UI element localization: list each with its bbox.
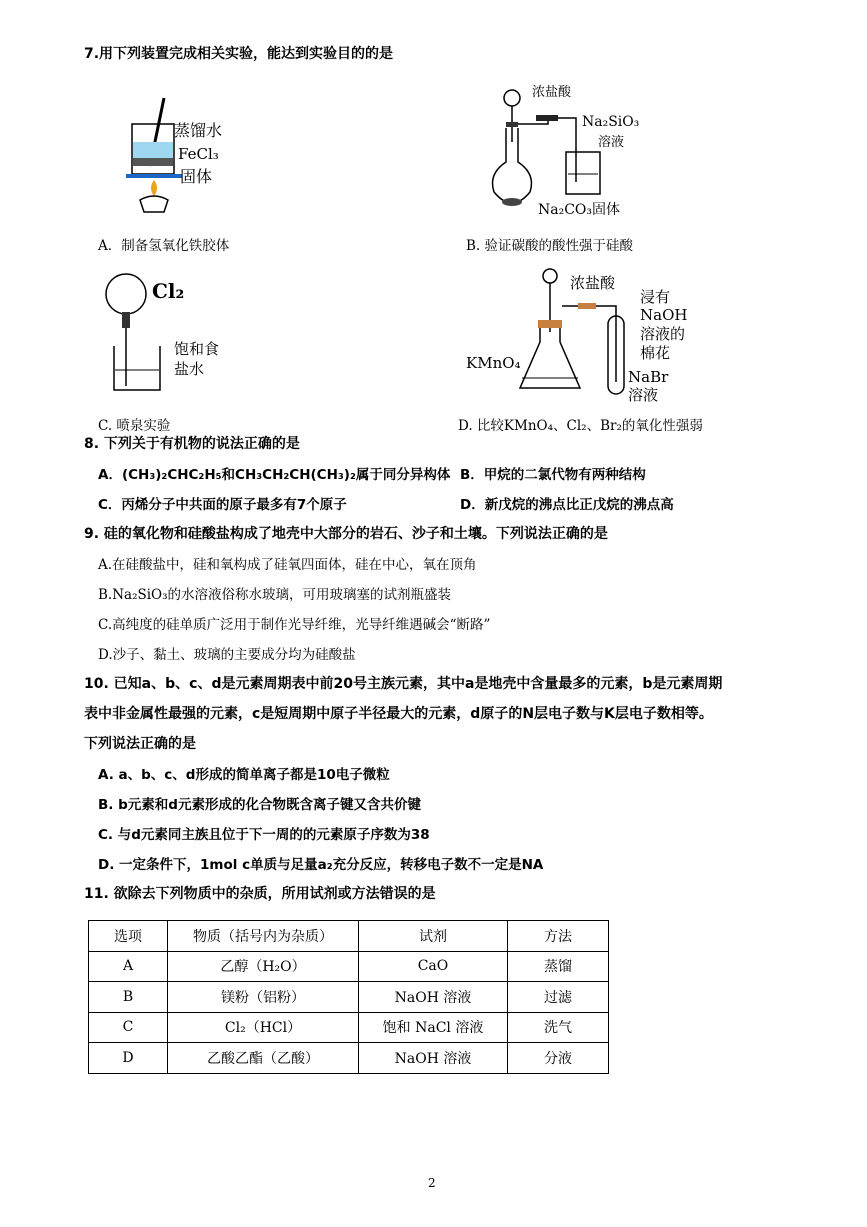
q10-line2: 表中非金属性最强的元素，c是短周期中原子半径最大的元素，d原子的N层电子数与K层电子数相等。	[84, 706, 713, 722]
alcohol-lamp	[140, 196, 168, 212]
funnel	[504, 90, 520, 106]
header-option: 选项	[89, 921, 168, 952]
cell-method: 分液	[508, 1043, 609, 1074]
label-na2sio3: Na₂SiO₃	[582, 114, 640, 130]
flame	[151, 180, 157, 196]
label-na2co3: Na₂CO₃固体	[538, 202, 621, 218]
label-cotton: 棉花	[640, 344, 671, 362]
cell-substance: 乙酸乙酯（乙酸）	[168, 1043, 359, 1074]
label-cl2: Cl₂	[152, 279, 185, 303]
cell-method: 过滤	[508, 982, 609, 1013]
figure-d-apparatus	[466, 262, 706, 402]
stopper	[506, 122, 518, 127]
label-solid: 固体	[180, 167, 213, 186]
solid-carbonate	[502, 198, 522, 206]
q10-line1: 10. 已知a、b、c、d是元素周期表中前20号主族元素，其中a是地壳中含量最多的元素，b是元素周期	[84, 676, 723, 692]
q10-option-c: C. 与d元素同主族且位于下一周的的元素原子序数为38	[98, 827, 430, 843]
q8-option-d: D．新戊烷的沸点比正戊烷的沸点高	[460, 497, 674, 513]
q10-option-b: B. b元素和d元素形成的化合物既含离子键又含共价键	[98, 797, 421, 813]
cell-method: 洗气	[508, 1012, 609, 1043]
q9-option-a: A.在硅酸盐中，硅和氧构成了硅氧四面体，硅在中心，氧在顶角	[98, 557, 477, 573]
table-row	[89, 982, 609, 1013]
label-brine: 盐水	[174, 360, 205, 378]
q9-option-b: B.Na₂SiO₃的水溶液俗称水玻璃，可用玻璃塞的试剂瓶盛装	[98, 587, 452, 603]
figure-b-apparatus	[488, 82, 658, 222]
label-naoh: NaOH	[640, 306, 688, 324]
figure-c-apparatus	[98, 266, 238, 396]
table-row	[89, 1012, 609, 1043]
q8-stem: 8. 下列关于有机物的说法正确的是	[84, 436, 300, 452]
header-substance: 物质（括号内为杂质）	[168, 921, 359, 952]
header-method: 方法	[508, 921, 609, 952]
label-soaked: 浸有	[640, 288, 671, 306]
funnel	[543, 269, 557, 283]
cell-substance: 乙醇（H₂O）	[168, 951, 359, 982]
cell-substance: Cl₂（HCl）	[168, 1012, 359, 1043]
q10-line3: 下列说法正确的是	[84, 736, 196, 752]
page-number: 2	[428, 1176, 436, 1190]
q10-option-a: A. a、b、c、d形成的简单离子都是10电子微粒	[98, 767, 390, 783]
q10-option-d: D. 一定条件下，1mol c单质与足量a₂充分反应，转移电子数不一定是NA	[98, 857, 544, 873]
label-solution-of: 溶液的	[640, 325, 686, 343]
q11-stem: 11. 欲除去下列物质中的杂质，所用试剂或方法错误的是	[84, 886, 436, 902]
label-kmno4: KMnO₄	[466, 354, 521, 372]
q7-option-d: D. 比较KMnO₄、Cl₂、Br₂的氧化性强弱	[458, 418, 703, 434]
q7-option-b: B. 验证碳酸的酸性强于硅酸	[466, 238, 634, 254]
label-conc-hcl: 浓盐酸	[570, 274, 616, 292]
label-nabr: NaBr	[628, 368, 669, 386]
delivery-tube	[518, 118, 576, 182]
label-solution: 溶液	[598, 135, 625, 150]
label-distilled-water: 蒸馏水	[174, 121, 223, 140]
table-row	[89, 1043, 609, 1074]
q7-option-a: A．制备氢氧化铁胶体	[98, 238, 230, 254]
q8-option-b: B．甲烷的二氯代物有两种结构	[460, 467, 646, 483]
cell-option: A	[89, 951, 168, 982]
round-flask	[106, 274, 146, 314]
figure-a-apparatus	[120, 96, 240, 216]
q7-option-c: C. 喷泉实验	[98, 418, 171, 434]
label-fecl3: FeCl₃	[178, 145, 219, 163]
gauze	[126, 174, 182, 178]
q7-stem: 7.用下列装置完成相关实验，能达到实验目的的是	[84, 46, 394, 62]
table-row	[89, 951, 609, 982]
beaker	[114, 346, 160, 390]
label-saturated-salt: 饱和食	[174, 340, 220, 358]
q9-option-d: D.沙子、黏土、玻璃的主要成分均为硅酸盐	[98, 647, 356, 663]
q8-option-a: A．(CH₃)₂CHC₂H₅和CH₃CH₂CH(CH₃)₂属于同分异构体	[98, 467, 451, 483]
cell-substance: 镁粉（铝粉）	[168, 982, 359, 1013]
beaker	[566, 152, 600, 194]
cell-option: D	[89, 1043, 168, 1074]
label-nabr-solution: 溶液	[628, 386, 659, 402]
q9-option-c: C.高纯度的硅单质广泛用于制作光导纤维，光导纤维遇碱会“断路”	[98, 617, 491, 633]
label-conc-hcl: 浓盐酸	[532, 85, 572, 100]
q9-stem: 9. 硅的氧化物和硅酸盐构成了地壳中大部分的岩石、沙子和土壤。下列说法正确的是	[84, 526, 608, 542]
cell-reagent: NaOH 溶液	[359, 1043, 508, 1074]
cell-reagent: NaOH 溶液	[359, 982, 508, 1013]
cell-option: C	[89, 1012, 168, 1043]
q8-option-c: C．丙烯分子中共面的原子最多有7个原子	[98, 497, 347, 513]
cell-option: B	[89, 982, 168, 1013]
header-reagent: 试剂	[359, 921, 508, 952]
table-header-row	[89, 921, 609, 952]
solid	[133, 158, 173, 166]
cell-reagent: 饱和 NaCl 溶液	[359, 1012, 508, 1043]
impurity-table	[88, 920, 609, 1074]
cell-reagent: CaO	[359, 951, 508, 982]
cell-method: 蒸馏	[508, 951, 609, 982]
